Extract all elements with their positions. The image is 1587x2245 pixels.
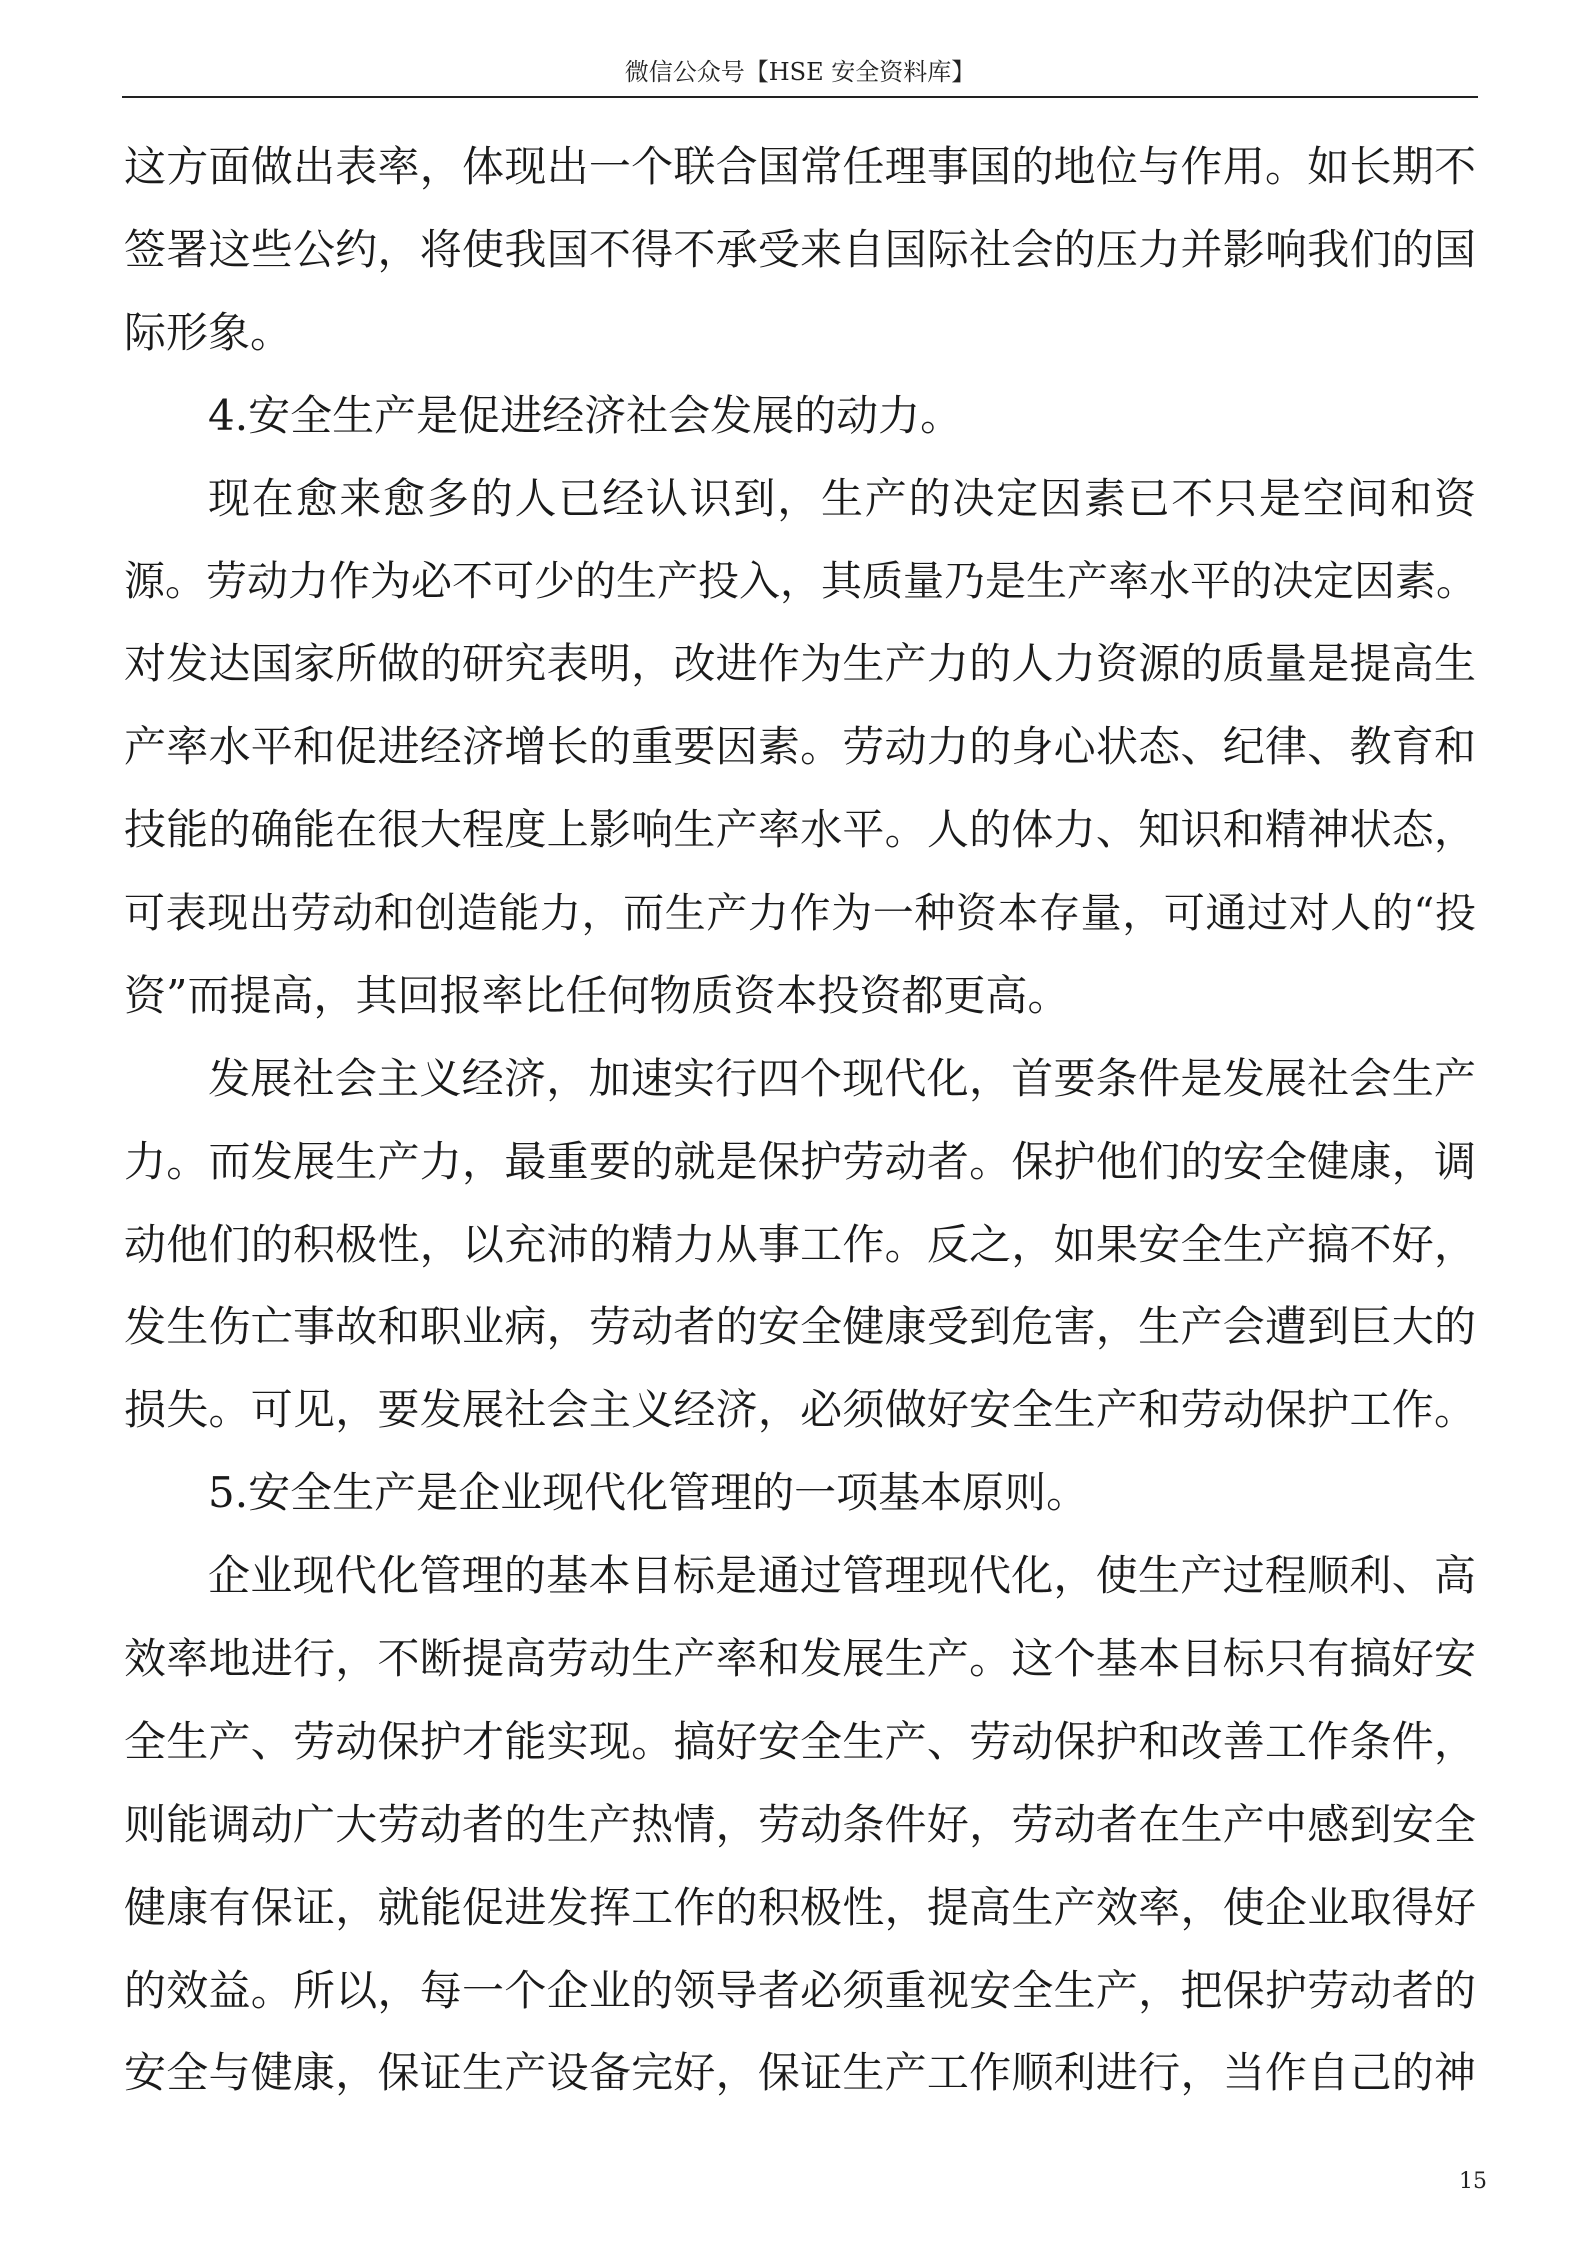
text-line: 源。劳动力作为必不可少的生产投入，其质量乃是生产率水平的决定因素。 xyxy=(124,557,1477,606)
text-line: 损失。可见，要发展社会主义经济，必须做好安全生产和劳动保护工作。 xyxy=(124,1385,1476,1435)
text-line: 对发达国家所做的研究表明，改进作为生产力的人力资源的质量是提高生 xyxy=(124,639,1476,689)
text-line: 力。而发展生产力，最重要的就是保护劳动者。保护他们的安全健康，调 xyxy=(124,1136,1476,1186)
header-divider xyxy=(122,96,1478,98)
text-line: 发生伤亡事故和职业病，劳动者的安全健康受到危害，生产会遭到巨大的 xyxy=(124,1302,1476,1352)
text-line: 技能的确能在很大程度上影响生产率水平。人的体力、知识和精神状态， xyxy=(124,805,1476,855)
section-heading: 5.安全生产是企业现代化管理的一项基本原则。 xyxy=(208,1468,1089,1518)
document-body xyxy=(124,126,1476,2115)
page-number: 15 xyxy=(1459,2169,1487,2194)
text-line: 动他们的积极性，以充沛的精力从事工作。反之，如果安全生产搞不好， xyxy=(124,1219,1476,1269)
section-heading: 4.安全生产是促进经济社会发展的动力。 xyxy=(208,390,963,440)
text-line: 产率水平和促进经济增长的重要因素。劳动力的身心状态、纪律、教育和 xyxy=(124,722,1476,772)
text-line: 效率地进行，不断提高劳动生产率和发展生产。这个基本目标只有搞好安 xyxy=(124,1634,1476,1684)
text-line: 安全与健康，保证生产设备完好，保证生产工作顺利进行，当作自己的神 xyxy=(124,2048,1476,2098)
text-line: 企业现代化管理的基本目标是通过管理现代化，使生产过程顺利、高 xyxy=(208,1551,1476,1601)
text-line: 发展社会主义经济，加速实行四个现代化，首要条件是发展社会生产 xyxy=(208,1053,1476,1103)
text-line: 这方面做出表率，体现出一个联合国常任理事国的地位与作用。如长期不 xyxy=(124,142,1476,191)
text-line: 签署这些公约，将使我国不得不承受来自国际社会的压力并影响我们的国 xyxy=(124,224,1476,274)
text-line: 健康有保证，就能促进发挥工作的积极性，提高生产效率，使企业取得好 xyxy=(124,1882,1476,1932)
text-line: 资”而提高，其回报率比任何物质资本投资都更高。 xyxy=(124,970,1070,1020)
text-line: 可表现出劳动和创造能力，而生产力作为一种资本存量，可通过对人的“投 xyxy=(124,889,1476,938)
text-line: 则能调动广大劳动者的生产热情，劳动条件好，劳动者在生产中感到安全 xyxy=(124,1799,1476,1849)
page-header: 微信公众号【HSE 安全资料库】 xyxy=(624,58,976,86)
text-line: 全生产、劳动保护才能实现。搞好安全生产、劳动保护和改善工作条件， xyxy=(124,1716,1476,1766)
text-line: 现在愈来愈多的人已经认识到，生产的决定因素已不只是空间和资 xyxy=(208,473,1476,523)
text-line: 际形象。 xyxy=(124,307,293,357)
text-line: 的效益。所以，每一个企业的领导者必须重视安全生产，把保护劳动者的 xyxy=(124,1965,1476,2015)
